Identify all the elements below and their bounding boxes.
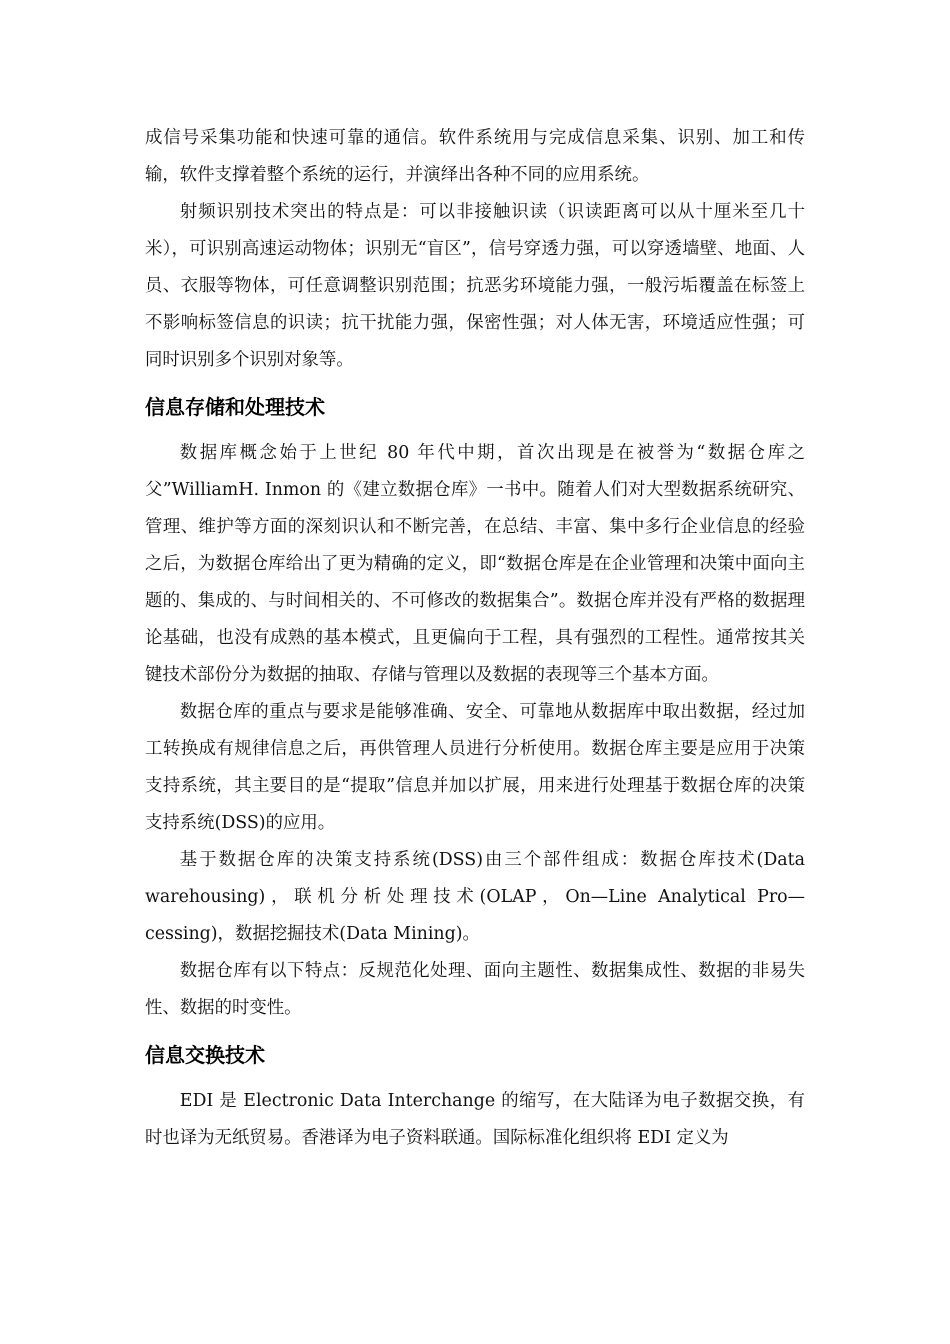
paragraph-storage-2: 数据仓库的重点与要求是能够准确、安全、可靠地从数据库中取出数据，经过加工转换成有规律信息之后，再供管理人员进行分析使用。数据仓库主要是应用于决策支持系统，其主要目的是“提取”信息并加以扩展，用来进行处理基于数据仓库的决策支持系统(DSS)的应用。 — [145, 702, 805, 833]
paragraph-storage-3: 基于数据仓库的决策支持系统(DSS)由三个部件组成：数据仓库技术(Data warehousing)，联机分析处理技术(OLAP，On—Line Analytical Pro—cessing)，数据挖掘技术(Data Mining)。 — [145, 850, 805, 944]
paragraph-storage-1: 数据库概念始于上世纪 80 年代中期，首次出现是在被誉为“数据仓库之父”WilliamH. Inmon 的《建立数据仓库》一书中。随着人们对大型数据系统研究、管理、维护等方面的深刻识认和不断完善，在总结、丰富、集中多行企业信息的经验之后，为数据仓库给出了更为精确的定义，即“数据仓库是在企业管理和决策中面向主题的、集成的、与时间相关的、不可修改的数据集合”。数据仓库并没有严格的数据理论基础，也没有成熟的基本模式，且更偏向于工程，具有强烈的工程性。通常按其关键技术部份分为数据的抽取、存储与管理以及数据的表现等三个基本方面。 — [145, 443, 805, 685]
paragraph-intro-2: 射频识别技术突出的特点是：可以非接触识读（识读距离可以从十厘米至几十米），可识别高速运动物体；识别无“盲区”，信号穿透力强，可以穿透墙壁、地面、人员、衣服等物体，可任意调整识别范围；抗恶劣环境能力强，一般污垢覆盖在标签上不影响标签信息的识读；抗干扰能力强，保密性强；对人体无害，环境适应性强；可同时识别多个识别对象等。 — [145, 202, 805, 370]
heading-storage: 信息存储和处理技术 — [145, 395, 325, 419]
paragraph-storage-4: 数据仓库有以下特点：反规范化处理、面向主题性、数据集成性、数据的非易失性、数据的时变性。 — [145, 961, 805, 1018]
heading-exchange: 信息交换技术 — [145, 1043, 265, 1067]
paragraph-exchange-1: EDI 是 Electronic Data Interchange 的缩写，在大陆译为电子数据交换，有时也译为无纸贸易。香港译为电子资料联通。国际标准化组织将 EDI 定义为 — [145, 1091, 805, 1148]
paragraph-intro-1: 成信号采集功能和快速可靠的通信。软件系统用与完成信息采集、识别、加工和传输，软件支撑着整个系统的运行，并演绎出各种不同的应用系统。 — [145, 128, 805, 185]
document-page — [145, 120, 805, 1157]
